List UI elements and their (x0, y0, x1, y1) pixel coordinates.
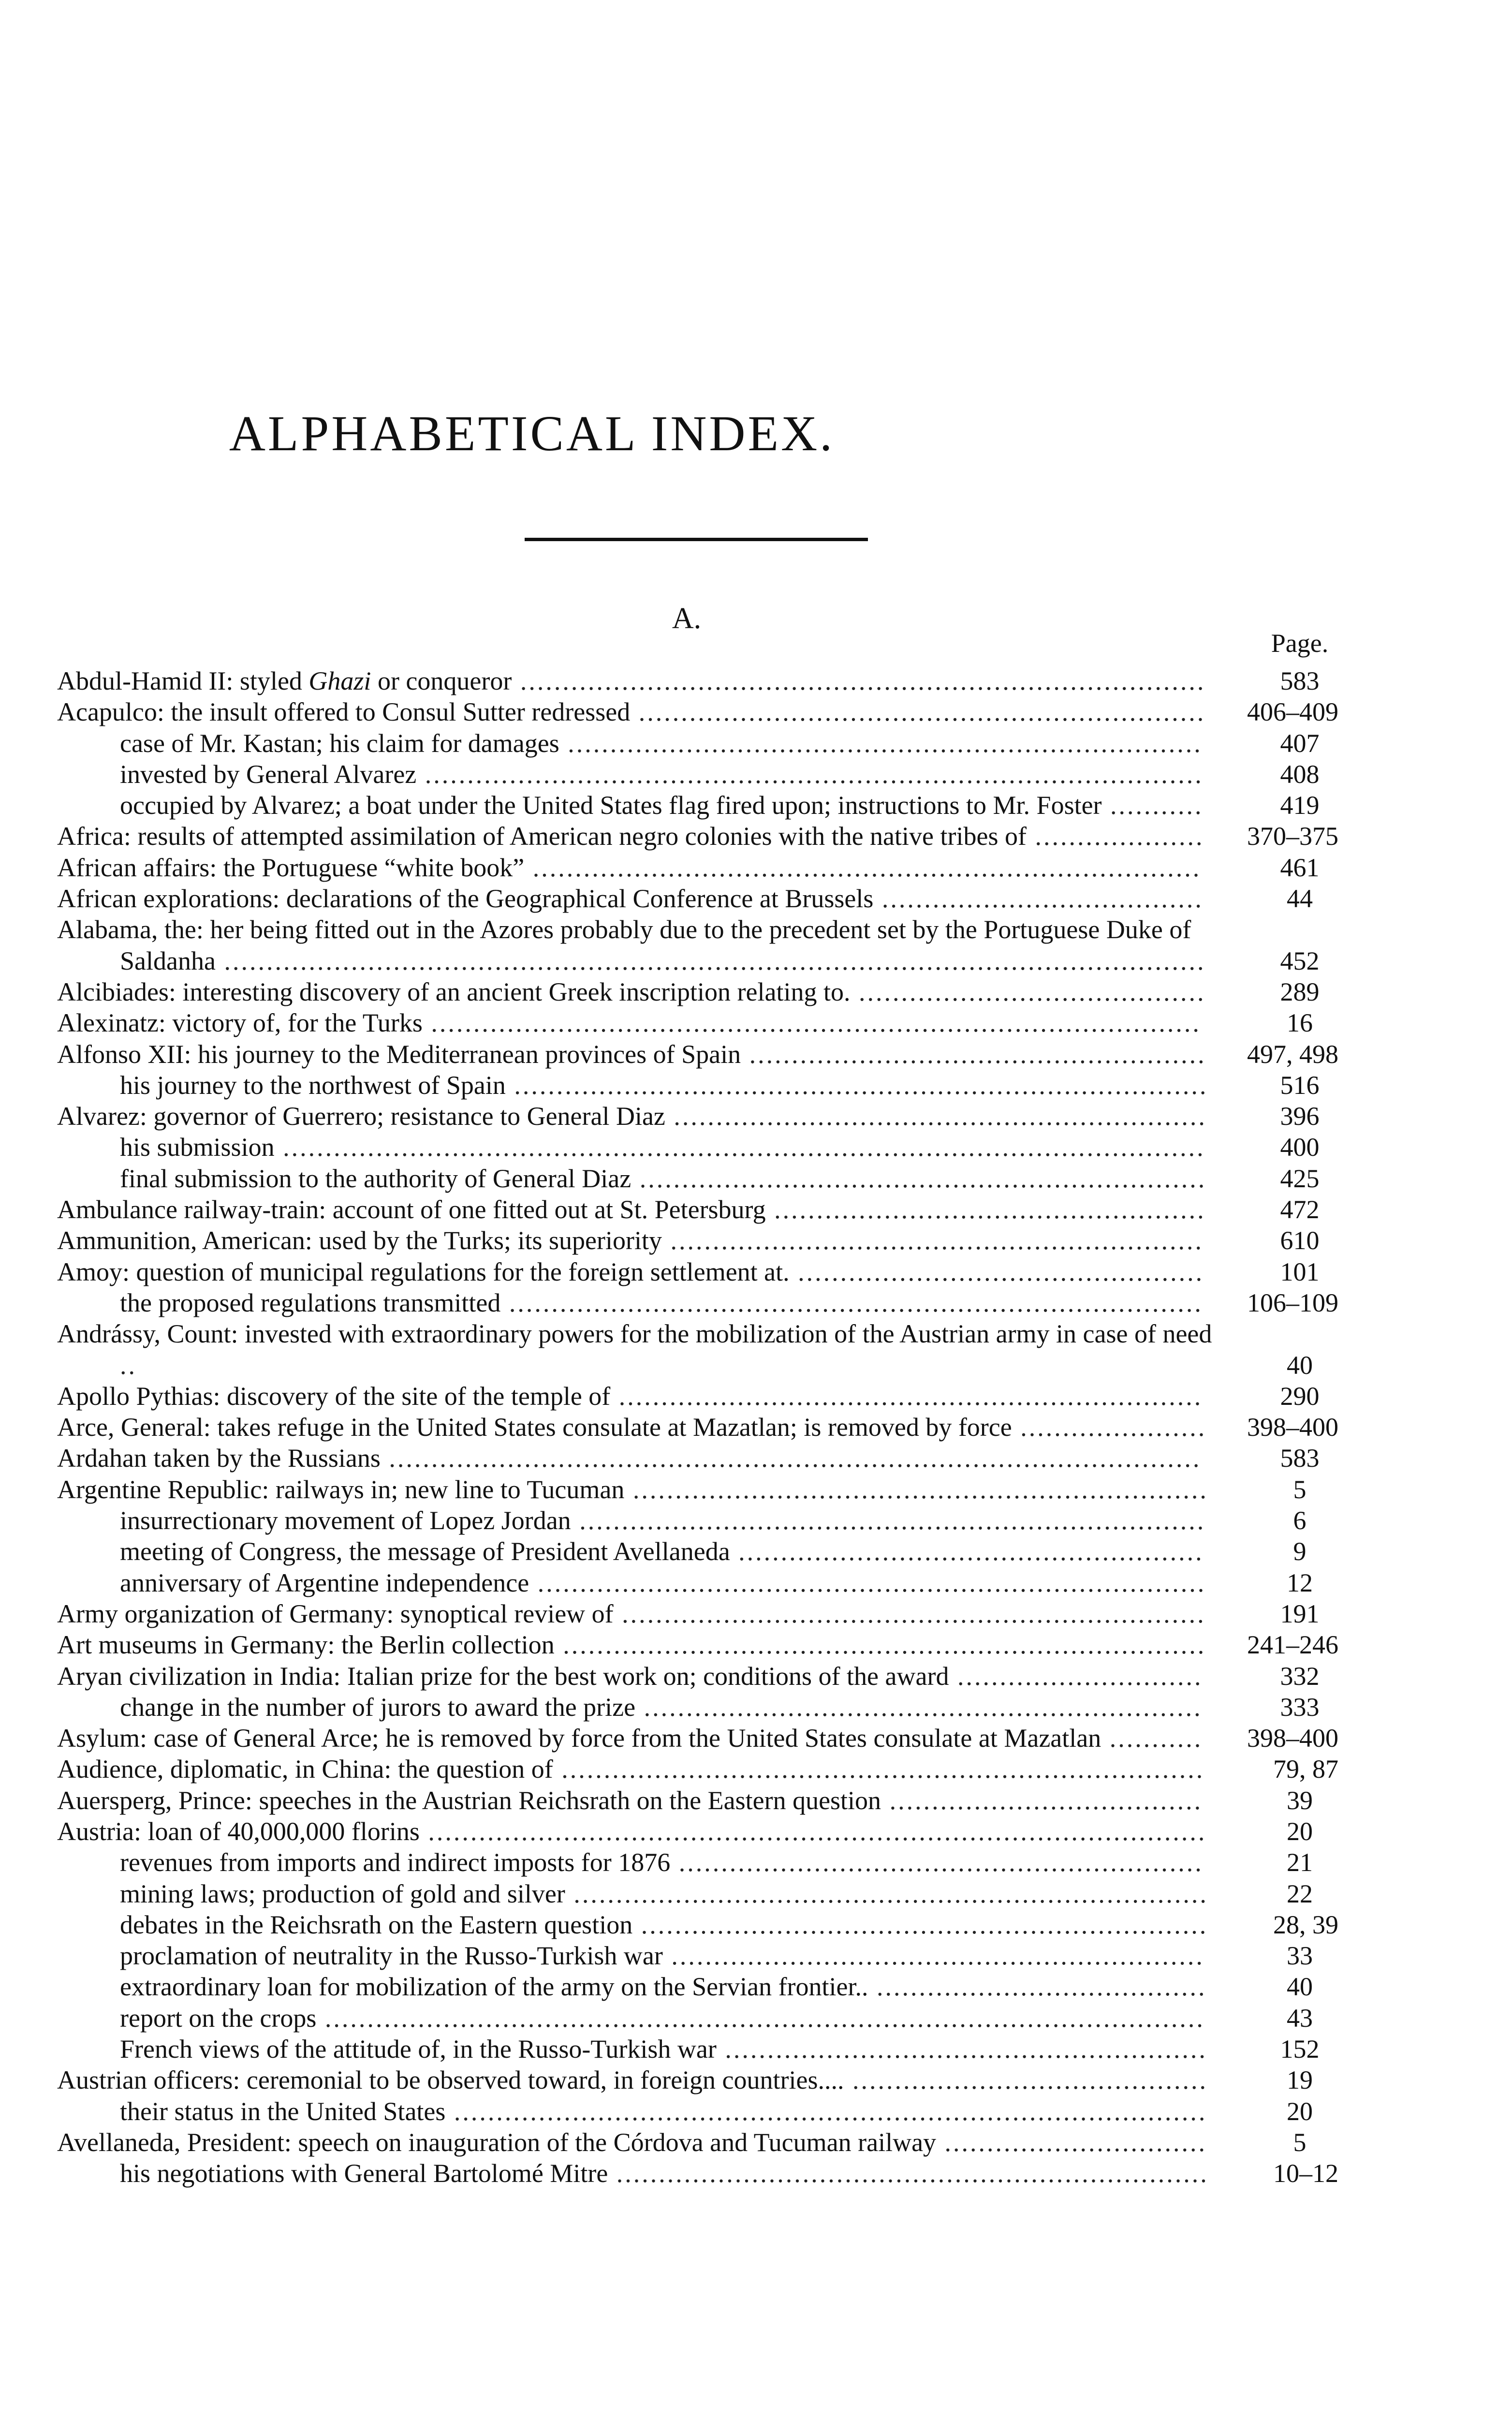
index-entry (57, 1007, 1338, 1038)
index-subentry (57, 1132, 1338, 1163)
entry-text: Alfonso XII: his journey to the Mediterranean provinces of Spain ...................................................... (57, 1039, 1206, 1069)
entry-text: his negotiations with General Bartolomé Mitre ...................................................................... (120, 2159, 1209, 2188)
index-entry (57, 1412, 1338, 1443)
index-entry (57, 914, 1338, 976)
leader-dots: ....................................... (868, 1972, 1207, 2002)
page-number: 44 (1287, 884, 1313, 914)
index-subentry (57, 1163, 1338, 1194)
leader-dots: ............................................................... (662, 1941, 1204, 1971)
index-entry (57, 1256, 1338, 1287)
leader-dots: .......................................... (844, 2065, 1208, 2095)
entry-text: Art museums in Germany: the Berlin collection ............................................................................ (57, 1630, 1206, 1660)
page-number: 10–12 (1273, 2159, 1338, 2188)
page-number: 43 (1287, 2003, 1313, 2033)
leader-dots: ...................................................... (741, 1039, 1206, 1069)
index-subentry (57, 1847, 1338, 1878)
page-number: 21 (1287, 1848, 1313, 1877)
section-letter: A. (672, 602, 702, 635)
leader-dots: ......................................................................................... (445, 2096, 1207, 2126)
index-entry (57, 696, 1338, 727)
index-entry (57, 821, 1338, 852)
page-number: 19 (1287, 2065, 1313, 2095)
entry-text: Audience, diplomatic, in China: the question of ............................................................................ (57, 1755, 1205, 1784)
entry-text: Aryan civilization in India: Italian prize for the best work on; conditions of the award ............................. (57, 1661, 1203, 1691)
page-number: 583 (1280, 666, 1320, 695)
entry-text: Ardahan taken by the Russians ................................................................................................ (57, 1444, 1202, 1473)
leader-dots: ........... (1101, 1724, 1203, 1753)
page-number: 40 (1287, 1350, 1313, 1380)
leader-dots: ..................................... (881, 1785, 1203, 1815)
leader-dots: ............................................................................................ (419, 1816, 1207, 1846)
leader-dots: ........................................................................... (559, 728, 1203, 758)
index-entry (57, 1598, 1338, 1629)
leader-dots: .................................................................. (635, 1692, 1203, 1722)
index-entry (57, 1723, 1338, 1754)
page-number: 407 (1280, 728, 1320, 758)
leader-dots: ........................................................................................... (422, 1008, 1201, 1038)
leader-dots: ............................................................................................................. (274, 1133, 1205, 1162)
page-number: 5 (1293, 2127, 1306, 2157)
page-number: 289 (1280, 977, 1320, 1006)
leader-dots: ............................. (949, 1661, 1203, 1691)
entry-text: Arce, General: takes refuge in the United States consulate at Mazatlan; is removed by force ...................... (57, 1413, 1207, 1442)
index-entry (57, 665, 1338, 696)
page-number: 9 (1293, 1537, 1306, 1566)
leader-dots: ................................................ (789, 1257, 1204, 1286)
page-number: 333 (1280, 1692, 1320, 1722)
index-entry (57, 1443, 1338, 1474)
index-entry (57, 1629, 1338, 1660)
index-subentry (57, 1567, 1338, 1598)
leader-dots: ............................................................... (665, 1102, 1207, 1131)
leader-dots: ............................................................................ (553, 1755, 1205, 1784)
index-entry (57, 976, 1338, 1007)
page-number: 332 (1280, 1661, 1320, 1691)
page-number: 290 (1280, 1381, 1320, 1411)
leader-dots: ...................................................................... (608, 2159, 1209, 2188)
page-number: 20 (1287, 2096, 1313, 2126)
page-number: 370–375 (1247, 822, 1338, 851)
page-number: 398–400 (1247, 1724, 1338, 1753)
entry-text: report on the crops ........................................................................................................ (120, 2003, 1205, 2033)
leader-dots: ...................................... (873, 884, 1204, 914)
index-subentry (57, 1971, 1338, 2002)
index-subentry (57, 1536, 1338, 1567)
leader-dots: .................... (1026, 822, 1204, 851)
page-number: 406–409 (1247, 697, 1338, 727)
entry-text: invested by General Alvarez ............................................................................................ (120, 759, 1204, 789)
index-entry (57, 1318, 1338, 1381)
index-subentry (57, 1692, 1338, 1723)
index-subentry (57, 1070, 1338, 1101)
index-entry (57, 883, 1338, 914)
index-entry (57, 1039, 1338, 1070)
leader-dots: ..................................................................... (610, 1381, 1203, 1411)
leader-dots: ............................................................................ (554, 1630, 1206, 1660)
entry-text: Apollo Pythias: discovery of the site of the temple of ..................................................................... (57, 1381, 1203, 1411)
index-subentry (57, 1940, 1338, 1971)
index-entry (57, 1474, 1338, 1505)
entry-text: Alabama, the: her being fitted out in the Azores probably due to the precedent set by the Portuguese Duke of Saldanha .................................................................................................................... (57, 915, 1206, 975)
leader-dots: ............................................................................... (529, 1568, 1206, 1597)
entry-text: Alexinatz: victory of, for the Turks ........................................................................................... (57, 1008, 1201, 1038)
leader-dots: .............................................................. (670, 1848, 1204, 1877)
page-number: 39 (1287, 1785, 1313, 1815)
entry-text: Amoy: question of municipal regulations for the foreign settlement at. ................................................ (57, 1257, 1204, 1286)
page-number: 398–400 (1247, 1413, 1338, 1442)
entry-text: Argentine Republic: railways in; new line to Tucuman .................................................................... (57, 1474, 1208, 1504)
entry-text: proclamation of neutrality in the Russo-Turkish war ............................................................... (120, 1941, 1204, 1971)
index-entry (57, 852, 1338, 883)
leader-dots: ................................................................................................ (380, 1444, 1202, 1473)
index-entry (57, 1194, 1338, 1225)
page-number: 452 (1280, 946, 1320, 975)
index-entry-list (57, 665, 1338, 2189)
entry-text: Asylum: case of General Arce; he is removed by force from the United States consulate at Mazatlan ........... (57, 1724, 1203, 1753)
page-number: 106–109 (1247, 1288, 1338, 1317)
index-subentry (57, 1505, 1338, 1536)
leader-dots: ........................................................................... (565, 1879, 1208, 1908)
entry-text: insurrectionary movement of Lopez Jordan .......................................................................... (120, 1506, 1206, 1535)
leader-dots: ................................................................... (631, 1164, 1207, 1193)
leader-dots: ......................................................... (716, 2035, 1207, 2064)
leader-dots: ........................................................................................................ (316, 2003, 1205, 2033)
index-subentry (57, 2003, 1338, 2034)
page-number: 472 (1280, 1195, 1320, 1224)
page-number: 419 (1280, 791, 1320, 820)
entry-text: Acapulco: the insult offered to Consul Sutter redressed ................................................................... (57, 697, 1206, 727)
leader-dots: .................................................................................. (505, 1070, 1208, 1100)
page-number: 16 (1287, 1008, 1313, 1038)
page-number: 516 (1280, 1070, 1320, 1100)
index-entry (57, 2064, 1338, 2095)
entry-text: Ambulance railway-train: account of one fitted out at St. Petersburg ................................................... (57, 1195, 1206, 1224)
leader-dots: ................................................... (765, 1195, 1206, 1224)
page-number: 33 (1287, 1941, 1313, 1971)
leader-dots: ..................................................................... (613, 1599, 1206, 1628)
leader-dots: ............................................................... (661, 1226, 1204, 1255)
leader-dots: .................................................................................. (500, 1288, 1203, 1317)
title-rule (525, 538, 868, 541)
entry-text: African explorations: declarations of the Geographical Conference at Brussels ...................................... (57, 884, 1204, 914)
entry-text: Alcibiades: interesting discovery of an ancient Greek inscription relating to. ......................................... (57, 977, 1206, 1006)
index-entry (57, 2127, 1338, 2158)
page-number: 583 (1280, 1444, 1320, 1473)
leader-dots: .......................................................................... (571, 1506, 1206, 1535)
entry-text: change in the number of jurors to award the prize .................................................................. (120, 1692, 1203, 1722)
leader-dots: ......................................... (850, 977, 1206, 1006)
page-number: 12 (1287, 1568, 1313, 1597)
entry-text: Abdul-Hamid II: styled Ghazi or conqueror ................................................................................. (57, 666, 1206, 695)
leader-dots: ....................................................... (730, 1537, 1204, 1566)
index-subentry (57, 790, 1338, 821)
page-number: 241–246 (1247, 1630, 1338, 1660)
leader-dots: ........... (1101, 791, 1204, 820)
entry-text: French views of the attitude of, in the Russo-Turkish war ......................................................... (120, 2035, 1207, 2064)
entry-text: Austrian officers: ceremonial to be observed toward, in foreign countries.... .......................................... (57, 2065, 1208, 2095)
index-subentry (57, 2096, 1338, 2127)
leader-dots: ............................... (936, 2127, 1207, 2157)
entry-text: African affairs: the Portuguese “white book” ............................................................................... (57, 853, 1202, 882)
entry-text: meeting of Congress, the message of President Avellaneda ....................................................... (120, 1537, 1204, 1566)
page-number: 152 (1280, 2035, 1320, 2064)
page-number: 22 (1287, 1879, 1313, 1908)
entry-text: Austria: loan of 40,000,000 florins ............................................................................................ (57, 1816, 1207, 1846)
page-number: 396 (1280, 1102, 1320, 1131)
entry-text: Army organization of Germany: synoptical review of ..................................................................... (57, 1599, 1206, 1628)
index-entry (57, 1101, 1338, 1132)
page-number: 425 (1280, 1164, 1320, 1193)
index-subentry (57, 728, 1338, 759)
entry-text: occupied by Alvarez; a boat under the United States flag fired upon; instructions to Mr. Foster ........... (120, 791, 1204, 820)
entry-text: case of Mr. Kastan; his claim for damages ........................................................................... (120, 728, 1203, 758)
page-number: 6 (1293, 1506, 1306, 1535)
entry-text: Andrássy, Count: invested with extraordinary powers for the mobilization of the Austrian army in case of need .. (57, 1319, 1212, 1380)
index-subentry (57, 1909, 1338, 1940)
index-subentry (57, 759, 1338, 790)
page-number: 20 (1287, 1816, 1313, 1846)
page-number: 79, 87 (1273, 1755, 1338, 1784)
index-subentry (57, 2034, 1338, 2064)
entry-text: final submission to the authority of General Diaz ................................................................... (120, 1164, 1207, 1193)
leader-dots: ................................................................................. (512, 666, 1206, 695)
entry-text: revenues from imports and indirect imposts for 1876 .............................................................. (120, 1848, 1204, 1877)
page-title: ALPHABETICAL INDEX. (229, 406, 835, 461)
page-number: 28, 39 (1273, 1910, 1338, 1939)
entry-text: Africa: results of attempted assimilation of American negro colonies with the native tribes of .................... (57, 822, 1204, 851)
page-number: 610 (1280, 1226, 1320, 1255)
entry-text: their status in the United States ......................................................................................... (120, 2096, 1207, 2126)
index-entry (57, 1225, 1338, 1256)
leader-dots: .. (120, 1350, 137, 1380)
entry-text: his journey to the northwest of Spain .................................................................................. (120, 1070, 1208, 1100)
entry-text: Alvarez: governor of Guerrero; resistance to General Diaz ............................................................... (57, 1102, 1207, 1131)
page-number: 101 (1280, 1257, 1320, 1286)
leader-dots: ...................... (1012, 1413, 1207, 1442)
index-entry (57, 1785, 1338, 1816)
entry-text: debates in the Reichsrath on the Eastern question ................................................................... (120, 1910, 1208, 1939)
page-number: 408 (1280, 759, 1320, 789)
entry-text: mining laws; production of gold and silver ........................................................................... (120, 1879, 1208, 1908)
index-subentry (57, 1878, 1338, 1909)
page-number: 400 (1280, 1133, 1320, 1162)
index-subentry (57, 2158, 1338, 2189)
page-number: 5 (1293, 1474, 1306, 1504)
leader-dots: ................................................................... (630, 697, 1206, 727)
page-column-heading: Page. (1271, 629, 1329, 658)
index-entry (57, 1754, 1338, 1784)
entry-text: Avellaneda, President: speech on inauguration of the Córdova and Tucuman railway ............................... (57, 2127, 1207, 2157)
entry-text: anniversary of Argentine independence ............................................................................... (120, 1568, 1206, 1597)
leader-dots: ............................................................................................ (416, 759, 1204, 789)
page-number: 497, 498 (1247, 1039, 1338, 1069)
page-number: 461 (1280, 853, 1320, 882)
page-number: 191 (1280, 1599, 1320, 1628)
entry-text: the proposed regulations transmitted .................................................................................. (120, 1288, 1203, 1317)
index-entry (57, 1661, 1338, 1692)
leader-dots: .................................................................................................................... (215, 946, 1206, 975)
index-entry (57, 1816, 1338, 1847)
leader-dots: ............................................................................... (524, 853, 1202, 882)
entry-text: Ammunition, American: used by the Turks; its superiority ............................................................... (57, 1226, 1204, 1255)
page-number: 40 (1287, 1972, 1313, 2002)
index-subentry (57, 1287, 1338, 1318)
index-entry (57, 1381, 1338, 1412)
entry-text: Auersperg, Prince: speeches in the Austrian Reichsrath on the Eastern question ..................................... (57, 1785, 1203, 1815)
entry-text: his submission ............................................................................................................. (120, 1133, 1205, 1162)
leader-dots: .................................................................... (624, 1474, 1208, 1504)
leader-dots: ................................................................... (632, 1910, 1208, 1939)
entry-text: extraordinary loan for mobilization of the army on the Servian frontier.. ....................................... (120, 1972, 1207, 2002)
